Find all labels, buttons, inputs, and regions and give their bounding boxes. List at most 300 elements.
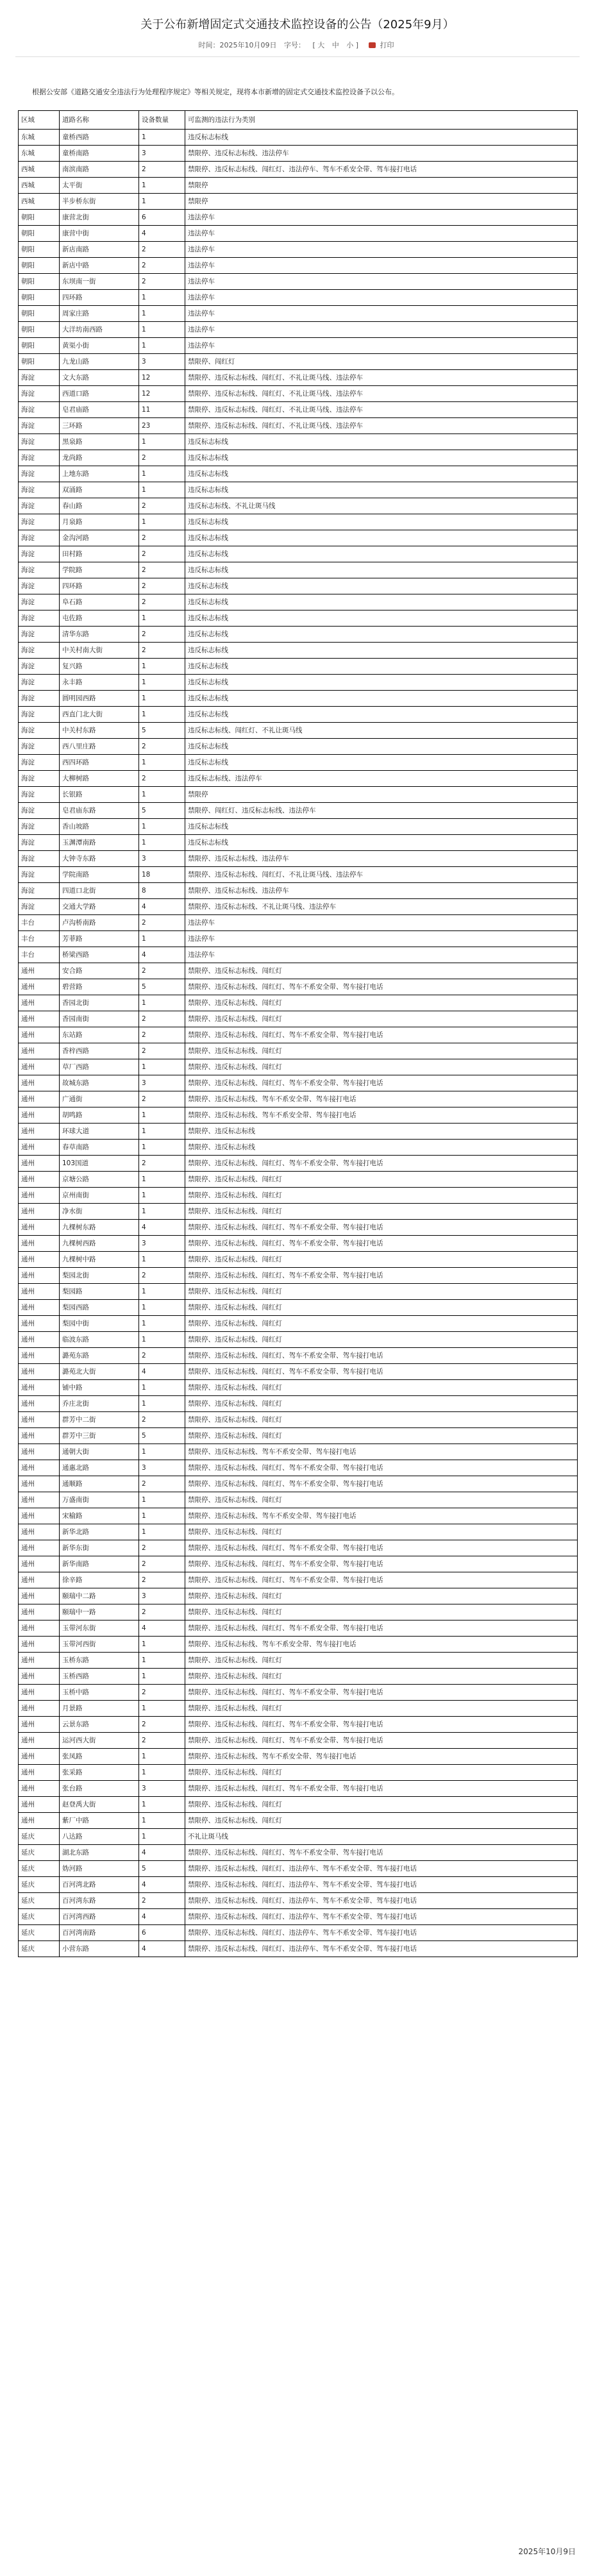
cell-region: 东城 <box>19 146 60 162</box>
cell-road: 东站路 <box>60 1027 139 1043</box>
cell-region: 延庆 <box>19 1909 60 1925</box>
cell-road: 黑泉路 <box>60 434 139 450</box>
cell-region: 通州 <box>19 1220 60 1236</box>
cell-region: 通州 <box>19 1156 60 1172</box>
cell-count: 2 <box>139 1540 185 1556</box>
cell-violations: 禁限停、违反标志标线 <box>185 1124 578 1140</box>
cell-count: 4 <box>139 1877 185 1893</box>
cell-region: 海淀 <box>19 867 60 883</box>
cell-violations: 违反标志标线 <box>185 130 578 146</box>
cell-region: 朝阳 <box>19 226 60 242</box>
cell-count: 2 <box>139 1733 185 1749</box>
cell-violations: 违反标志标线 <box>185 675 578 691</box>
font-size-medium[interactable]: 中 <box>331 41 339 49</box>
cell-count: 1 <box>139 691 185 707</box>
cell-violations: 禁限停、违反标志标线、闯红灯、驾车不系安全带、驾车接打电话 <box>185 1781 578 1797</box>
cell-count: 1 <box>139 1107 185 1124</box>
cell-road: 皂君庙东路 <box>60 803 139 819</box>
cell-region: 通州 <box>19 1540 60 1556</box>
cell-road: 故城东路 <box>60 1075 139 1091</box>
table-row <box>19 1701 578 1717</box>
cell-road: 太平街 <box>60 178 139 194</box>
cell-region: 通州 <box>19 1332 60 1348</box>
cell-region: 海淀 <box>19 370 60 386</box>
cell-road: 赵登禹大街 <box>60 1797 139 1813</box>
cell-region: 海淀 <box>19 723 60 739</box>
cell-region: 延庆 <box>19 1861 60 1877</box>
cell-violations: 禁限停、违反标志标线、闯红灯 <box>185 1412 578 1428</box>
cell-region: 通州 <box>19 1075 60 1091</box>
cell-violations: 禁限停、违反标志标线、闯红灯 <box>185 1284 578 1300</box>
cell-region: 通州 <box>19 1188 60 1204</box>
cell-count: 1 <box>139 290 185 306</box>
cell-violations: 违反标志标线 <box>185 434 578 450</box>
cell-violations: 违法停车 <box>185 947 578 963</box>
cell-violations: 禁限停、违反标志标线、闯红灯、驾车不系安全带、驾车接打电话 <box>185 1236 578 1252</box>
table-row <box>19 947 578 963</box>
table-row <box>19 1252 578 1268</box>
table-row <box>19 562 578 578</box>
cell-road: 铺中路 <box>60 1380 139 1396</box>
cell-road: 梨园中街 <box>60 1316 139 1332</box>
table-row <box>19 434 578 450</box>
cell-road: 妫河路 <box>60 1861 139 1877</box>
cell-region: 海淀 <box>19 675 60 691</box>
cell-count: 1 <box>139 1332 185 1348</box>
cell-violations: 违反标志标线 <box>185 610 578 627</box>
cell-region: 通州 <box>19 1107 60 1124</box>
cell-violations: 禁限停、违反标志标线、闯红灯 <box>185 1316 578 1332</box>
cell-region: 海淀 <box>19 450 60 466</box>
cell-region: 海淀 <box>19 691 60 707</box>
table-row <box>19 1059 578 1075</box>
cell-count: 1 <box>139 338 185 354</box>
cell-region: 丰台 <box>19 915 60 931</box>
cell-violations: 禁限停、违反标志标线、闯红灯 <box>185 1011 578 1027</box>
cell-count: 2 <box>139 498 185 514</box>
cell-count: 4 <box>139 1909 185 1925</box>
cell-violations: 禁限停、违反标志标线、闯红灯、驾车不系安全带、驾车接打电话 <box>185 1717 578 1733</box>
cell-violations: 违反标志标线 <box>185 739 578 755</box>
cell-count: 1 <box>139 1765 185 1781</box>
cell-road: 学院路 <box>60 562 139 578</box>
cell-road: 康营中街 <box>60 226 139 242</box>
cell-count: 2 <box>139 771 185 787</box>
cell-count: 1 <box>139 322 185 338</box>
cell-region: 海淀 <box>19 755 60 771</box>
cell-violations: 禁限停、违反标志标线、闯红灯 <box>185 1765 578 1781</box>
table-row <box>19 1749 578 1765</box>
cell-road: 群芳中三街 <box>60 1428 139 1444</box>
cell-road: 长银路 <box>60 787 139 803</box>
cell-violations: 禁限停、违反标志标线、违法停车 <box>185 883 578 899</box>
cell-violations: 禁限停、违反标志标线、闯红灯 <box>185 1380 578 1396</box>
cell-count: 4 <box>139 947 185 963</box>
cell-road: 乔庄北街 <box>60 1396 139 1412</box>
cell-count: 2 <box>139 1476 185 1492</box>
cell-road: 玉渊潭南路 <box>60 835 139 851</box>
cell-violations: 禁限停、违反标志标线、闯红灯 <box>185 1701 578 1717</box>
cell-violations: 禁限停、违反标志标线、闯红灯、驾车不系安全带、驾车接打电话 <box>185 1348 578 1364</box>
table-row <box>19 338 578 354</box>
cell-violations: 禁限停、违反标志标线、闯红灯、不礼让斑马线、违法停车 <box>185 867 578 883</box>
cell-road: 三环路 <box>60 418 139 434</box>
cell-road: 童桥南路 <box>60 146 139 162</box>
cell-count: 2 <box>139 1572 185 1588</box>
cell-count: 4 <box>139 226 185 242</box>
table-row <box>19 723 578 739</box>
cell-violations: 禁限停、违反标志标线、闯红灯、驾车不系安全带、驾车接打电话 <box>185 1540 578 1556</box>
cell-count: 1 <box>139 1140 185 1156</box>
font-size-large[interactable]: [ 大 <box>312 41 325 49</box>
cell-region: 通州 <box>19 1043 60 1059</box>
table-row <box>19 883 578 899</box>
cell-violations: 禁限停、违反标志标线、闯红灯、违法停车、驾车不系安全带、驾车接打电话 <box>185 1941 578 1957</box>
cell-road: 通朝大街 <box>60 1444 139 1460</box>
table-row <box>19 1140 578 1156</box>
cell-violations: 违反标志标线 <box>185 594 578 610</box>
cell-violations: 违法停车 <box>185 290 578 306</box>
cell-violations: 禁限停、违反标志标线、闯红灯 <box>185 1188 578 1204</box>
cell-violations: 禁限停、违反标志标线、闯红灯 <box>185 1059 578 1075</box>
cell-road: 黄渠小街 <box>60 338 139 354</box>
cell-violations: 禁限停、违反标志标线、闯红灯 <box>185 1813 578 1829</box>
table-row <box>19 1220 578 1236</box>
cell-violations: 禁限停、违反标志标线、闯红灯、驾车不系安全带、驾车接打电话 <box>185 1845 578 1861</box>
table-row <box>19 402 578 418</box>
cell-count: 2 <box>139 1011 185 1027</box>
font-size-label: 字号： <box>283 41 305 49</box>
cell-region: 海淀 <box>19 803 60 819</box>
cell-violations: 禁限停、违反标志标线、闯红灯、违法停车、驾车不系安全带、驾车接打电话 <box>185 1925 578 1941</box>
cell-road: 学院南路 <box>60 867 139 883</box>
cell-count: 2 <box>139 963 185 979</box>
cell-violations: 违反标志标线 <box>185 530 578 546</box>
cell-road: 潞苑东路 <box>60 1348 139 1364</box>
cell-road: 胡鸣路 <box>60 1107 139 1124</box>
cell-road: 大钟寺东路 <box>60 851 139 867</box>
cell-region: 通州 <box>19 995 60 1011</box>
cell-road: 103国道 <box>60 1156 139 1172</box>
cell-road: 九棵树中路 <box>60 1252 139 1268</box>
cell-count: 6 <box>139 210 185 226</box>
cell-count: 1 <box>139 931 185 947</box>
cell-count: 18 <box>139 867 185 883</box>
table-row <box>19 659 578 675</box>
cell-count: 2 <box>139 1348 185 1364</box>
cell-violations: 禁限停、违反标志标线、闯红灯、驾车不系安全带、驾车接打电话 <box>185 1733 578 1749</box>
cell-violations: 禁限停 <box>185 194 578 210</box>
cell-road: 百河湾北路 <box>60 1877 139 1893</box>
cell-region: 通州 <box>19 1444 60 1460</box>
table-row <box>19 130 578 146</box>
cell-road: 新店南路 <box>60 242 139 258</box>
cell-road: 康营北街 <box>60 210 139 226</box>
cell-region: 朝阳 <box>19 242 60 258</box>
table-row <box>19 1172 578 1188</box>
cell-road: 广通街 <box>60 1091 139 1107</box>
cell-violations: 禁限停、违反标志标线、闯红灯 <box>185 1428 578 1444</box>
cell-region: 延庆 <box>19 1877 60 1893</box>
cell-road: 文大东路 <box>60 370 139 386</box>
table-row <box>19 1909 578 1925</box>
cell-road: 月景路 <box>60 1701 139 1717</box>
cell-violations: 违反标志标线 <box>185 450 578 466</box>
device-table <box>18 110 578 1957</box>
cell-region: 通州 <box>19 1556 60 1572</box>
cell-violations: 禁限停、违反标志标线、违法停车 <box>185 851 578 867</box>
table-row <box>19 290 578 306</box>
table-row <box>19 354 578 370</box>
cell-region: 通州 <box>19 1717 60 1733</box>
cell-count: 5 <box>139 1861 185 1877</box>
header-violations: 可监测的违法行为类别 <box>185 111 578 130</box>
table-row <box>19 931 578 947</box>
table-row <box>19 915 578 931</box>
table-row <box>19 1124 578 1140</box>
cell-road: 新华南路 <box>60 1556 139 1572</box>
footer-date: 2025年10月9日 <box>518 2547 576 2556</box>
cell-region: 通州 <box>19 1781 60 1797</box>
cell-road: 草厂西路 <box>60 1059 139 1075</box>
cell-violations: 禁限停、违反标志标线、闯红灯 <box>185 1588 578 1604</box>
table-row <box>19 755 578 771</box>
cell-region: 通州 <box>19 1476 60 1492</box>
table-row <box>19 1861 578 1877</box>
cell-violations: 违反标志标线 <box>185 562 578 578</box>
cell-count: 2 <box>139 1412 185 1428</box>
table-row <box>19 1268 578 1284</box>
table-row <box>19 691 578 707</box>
cell-road: 湖北东路 <box>60 1845 139 1861</box>
table-row <box>19 146 578 162</box>
cell-road: 潞苑北大街 <box>60 1364 139 1380</box>
cell-violations: 禁限停、违反标志标线、闯红灯、不礼让斑马线、违法停车 <box>185 386 578 402</box>
cell-road: 西直门北大街 <box>60 707 139 723</box>
cell-count: 1 <box>139 1172 185 1188</box>
cell-violations: 禁限停、违反标志标线、闯红灯、驾车不系安全带、驾车接打电话 <box>185 1460 578 1476</box>
cell-region: 通州 <box>19 1733 60 1749</box>
table-row <box>19 178 578 194</box>
cell-violations: 禁限停 <box>185 178 578 194</box>
cell-violations: 违反标志标线、不礼让斑马线 <box>185 498 578 514</box>
print-button[interactable] <box>366 41 397 49</box>
table-row <box>19 274 578 290</box>
cell-region: 海淀 <box>19 530 60 546</box>
cell-count: 1 <box>139 1284 185 1300</box>
cell-region: 通州 <box>19 1765 60 1781</box>
cell-violations: 禁限停、违反标志标线、闯红灯、驾车不系安全带、驾车接打电话 <box>185 1572 578 1588</box>
cell-count: 1 <box>139 1316 185 1332</box>
cell-road: 张台路 <box>60 1781 139 1797</box>
cell-count: 1 <box>139 178 185 194</box>
table-row <box>19 1588 578 1604</box>
cell-road: 四环路 <box>60 578 139 594</box>
cell-region: 海淀 <box>19 659 60 675</box>
cell-count: 1 <box>139 1749 185 1765</box>
cell-road: 龙尚路 <box>60 450 139 466</box>
cell-region: 海淀 <box>19 787 60 803</box>
cell-count: 4 <box>139 1941 185 1957</box>
table-row <box>19 851 578 867</box>
cell-road: 东坝南一街 <box>60 274 139 290</box>
cell-region: 通州 <box>19 1252 60 1268</box>
cell-count: 1 <box>139 482 185 498</box>
cell-violations: 禁限停、违反标志标线、闯红灯 <box>185 1252 578 1268</box>
divider <box>15 56 580 57</box>
font-size-small[interactable]: 小 ] <box>346 41 359 49</box>
cell-violations: 禁限停、违反标志标线、闯红灯、驾车不系安全带、驾车接打电话 <box>185 1268 578 1284</box>
cell-violations: 违反标志标线 <box>185 835 578 851</box>
cell-road: 紫厂中路 <box>60 1813 139 1829</box>
table-row <box>19 1364 578 1380</box>
table-row <box>19 1813 578 1829</box>
cell-count: 1 <box>139 306 185 322</box>
cell-count: 1 <box>139 466 185 482</box>
cell-violations: 违法停车 <box>185 226 578 242</box>
cell-violations: 违法停车 <box>185 210 578 226</box>
cell-region: 朝阳 <box>19 354 60 370</box>
cell-road: 运河西大街 <box>60 1733 139 1749</box>
header-count: 设备数量 <box>139 111 185 130</box>
cell-road: 屯佐路 <box>60 610 139 627</box>
cell-violations: 禁限停、违反标志标线、违法停车 <box>185 146 578 162</box>
table-row <box>19 643 578 659</box>
cell-road: 安合路 <box>60 963 139 979</box>
cell-road: 小营东路 <box>60 1941 139 1957</box>
cell-violations: 禁限停、违反标志标线、闯红灯、驾车不系安全带、驾车接打电话 <box>185 1156 578 1172</box>
cell-count: 1 <box>139 1300 185 1316</box>
cell-violations: 禁限停、违反标志标线、闯红灯、驾车不系安全带、驾车接打电话 <box>185 979 578 995</box>
table-row <box>19 530 578 546</box>
cell-violations: 违反标志标线 <box>185 819 578 835</box>
cell-road: 环球大道 <box>60 1124 139 1140</box>
cell-count: 4 <box>139 1845 185 1861</box>
cell-count: 2 <box>139 627 185 643</box>
cell-region: 通州 <box>19 979 60 995</box>
meta-bar <box>0 40 595 50</box>
table-row <box>19 1508 578 1524</box>
cell-count: 1 <box>139 787 185 803</box>
cell-road: 百河湾东路 <box>60 1893 139 1909</box>
cell-count: 1 <box>139 1813 185 1829</box>
table-row <box>19 1572 578 1588</box>
cell-region: 海淀 <box>19 386 60 402</box>
table-row <box>19 963 578 979</box>
cell-region: 通州 <box>19 1428 60 1444</box>
table-row <box>19 578 578 594</box>
cell-road: 中关村南大街 <box>60 643 139 659</box>
cell-count: 4 <box>139 1621 185 1637</box>
cell-violations: 违法停车 <box>185 322 578 338</box>
cell-region: 通州 <box>19 1380 60 1396</box>
cell-violations: 违反标志标线 <box>185 643 578 659</box>
table-row <box>19 1717 578 1733</box>
table-row <box>19 899 578 915</box>
cell-region: 通州 <box>19 1412 60 1428</box>
cell-count: 2 <box>139 530 185 546</box>
table-row <box>19 306 578 322</box>
cell-count: 4 <box>139 1364 185 1380</box>
header-region: 区域 <box>19 111 60 130</box>
cell-road: 上地东路 <box>60 466 139 482</box>
cell-region: 通州 <box>19 1364 60 1380</box>
cell-count: 2 <box>139 1027 185 1043</box>
cell-region: 东城 <box>19 130 60 146</box>
cell-violations: 禁限停、违反标志标线、驾车不系安全带、驾车接打电话 <box>185 1749 578 1765</box>
cell-region: 通州 <box>19 1140 60 1156</box>
table-row <box>19 1188 578 1204</box>
cell-violations: 违反标志标线 <box>185 755 578 771</box>
print-label: 打印 <box>380 41 394 49</box>
cell-region: 西城 <box>19 194 60 210</box>
table-row <box>19 1765 578 1781</box>
cell-road: 春山路 <box>60 498 139 514</box>
table-row <box>19 1524 578 1540</box>
cell-road: 香园南街 <box>60 1011 139 1027</box>
cell-region: 通州 <box>19 1685 60 1701</box>
cell-road: 金沟河路 <box>60 530 139 546</box>
cell-violations: 禁限停、违反标志标线、闯红灯、驾车不系安全带、驾车接打电话 <box>185 1364 578 1380</box>
cell-road: 圆明园西路 <box>60 691 139 707</box>
cell-region: 通州 <box>19 1204 60 1220</box>
cell-region: 海淀 <box>19 835 60 851</box>
cell-count: 1 <box>139 707 185 723</box>
cell-count: 1 <box>139 194 185 210</box>
cell-violations: 违法停车 <box>185 242 578 258</box>
cell-count: 1 <box>139 1653 185 1669</box>
cell-count: 8 <box>139 883 185 899</box>
table-row <box>19 514 578 530</box>
table-row <box>19 1797 578 1813</box>
cell-violations: 禁限停、违反标志标线、闯红灯 <box>185 1669 578 1685</box>
cell-count: 12 <box>139 370 185 386</box>
cell-region: 通州 <box>19 1524 60 1540</box>
cell-region: 通州 <box>19 1813 60 1829</box>
cell-count: 2 <box>139 643 185 659</box>
cell-count: 2 <box>139 562 185 578</box>
table-row <box>19 610 578 627</box>
table-row <box>19 466 578 482</box>
table-row <box>19 1091 578 1107</box>
cell-count: 2 <box>139 578 185 594</box>
cell-count: 2 <box>139 1685 185 1701</box>
cell-violations: 禁限停、违反标志标线、闯红灯、不礼让斑马线、违法停车 <box>185 418 578 434</box>
cell-road: 张凤路 <box>60 1749 139 1765</box>
cell-road: 四环路 <box>60 290 139 306</box>
cell-region: 通州 <box>19 1172 60 1188</box>
table-row <box>19 386 578 402</box>
cell-violations: 违反标志标线 <box>185 482 578 498</box>
cell-count: 1 <box>139 1492 185 1508</box>
cell-road: 清华东路 <box>60 627 139 643</box>
cell-region: 通州 <box>19 1637 60 1653</box>
cell-road: 净水街 <box>60 1204 139 1220</box>
table-row <box>19 707 578 723</box>
cell-count: 1 <box>139 755 185 771</box>
table-row <box>19 867 578 883</box>
cell-road: 桥梁西路 <box>60 947 139 963</box>
cell-count: 1 <box>139 835 185 851</box>
cell-count: 2 <box>139 162 185 178</box>
cell-count: 5 <box>139 723 185 739</box>
cell-region: 海淀 <box>19 899 60 915</box>
table-row <box>19 1348 578 1364</box>
cell-violations: 禁限停、违反标志标线、闯红灯、驾车不系安全带、驾车接打电话 <box>185 1476 578 1492</box>
cell-violations: 禁限停 <box>185 787 578 803</box>
table-row <box>19 803 578 819</box>
cell-count: 1 <box>139 1380 185 1396</box>
